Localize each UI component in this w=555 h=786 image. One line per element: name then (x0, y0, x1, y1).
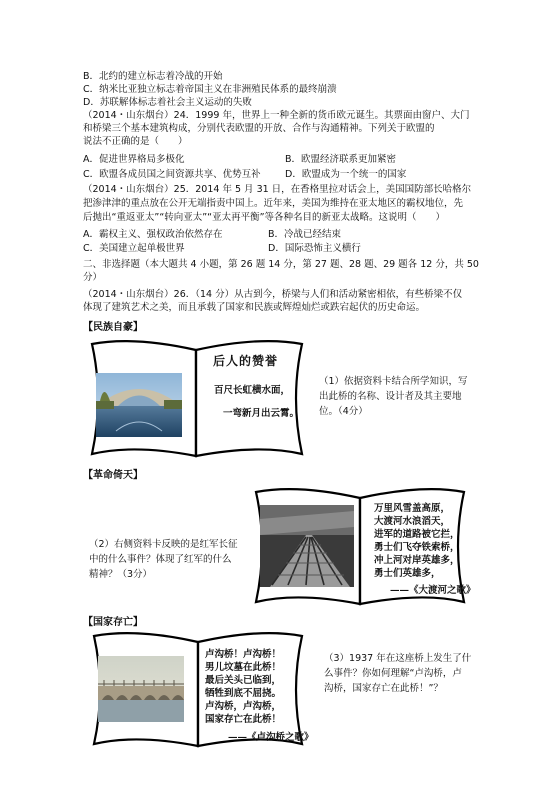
card3-poem-line-3: 最后关头已临到， (205, 675, 282, 686)
card2-poem-line-3: 进军的道路被它拦， (374, 529, 460, 540)
card3-poem-line-6: 国家存亡在此桥！ (205, 714, 282, 725)
q1-prompt-line-1: （1）依据资料卡结合所学知识，写 (319, 376, 468, 387)
section1-title: 【民族自豪】 (83, 322, 143, 333)
bridge-photo-lugou (98, 656, 184, 722)
q24-option-b: B．欧盟经济联系更加紧密 (285, 154, 397, 165)
q2-prompt-line-2: 中的什么事件？体现了红军的什么 (89, 554, 232, 565)
q2-prompt-line-3: 精神？（3分） (89, 569, 153, 580)
q24-stem-line-2: 和桥梁三个基本建筑构成，分别代表欧盟的开放、合作与沟通精神。下列关于欧盟的 (83, 123, 435, 134)
card1-title: 后人的赞誉 (213, 354, 279, 368)
q25-option-b: B．冷战已经结束 (268, 229, 342, 240)
q24-option-c: C．欧盟各成员国之间资源共享、优势互补 (83, 169, 261, 180)
q25-option-a: A．霸权主义、强权政治依然存在 (83, 229, 223, 240)
q25-stem-line-2: 把渗津津的重点放在公开无端指责中国上。近年来，美国为维持在亚太地区的霸权地位，先 (83, 198, 464, 209)
part2-heading-line-1: 二、非选择题（本大题共 4 小题，第 26 题 14 分，第 27 题、28 题、29 题各 12 分，共 50 (83, 259, 479, 270)
section3-title: 【国家存亡】 (83, 617, 143, 628)
q24-stem-line-1: （2014・山东烟台）24．1999 年，世界上一种全新的货币欧元诞生。其票面由窗户、大门 (83, 110, 470, 121)
part2-heading-line-2: 分） (83, 272, 103, 283)
q24-option-d: D．欧盟成为一个统一的国家 (285, 169, 407, 180)
card2-attribution: ——《大渡河之歌》 (390, 585, 476, 596)
q26-stem-line-2: 体现了建筑艺术之美，而且承载了国家和民族或辉煌灿烂或跌宕起伏的历史命运。 (83, 302, 426, 313)
q1-prompt-line-2: 出此桥的名称、设计者及其主要地 (319, 391, 462, 402)
q3-prompt-line-3: 沟桥，国家存亡在此桥！”？ (324, 683, 443, 694)
q24-stem-line-3: 说法不正确的是（ ） (83, 136, 188, 147)
q25-option-d: D．国际恐怖主义横行 (268, 243, 361, 254)
card1-poem-line-1: 百尺长虹横水面， (214, 385, 291, 396)
card3-poem-line-4: 牺牲到底不屈挠。 (205, 688, 282, 699)
card1-poem-line-2: 一弯新月出云霄。 (223, 408, 300, 419)
bridge-photo-zhaozhou (96, 373, 182, 437)
option-b-line: B．北约的建立标志着冷战的开始 (83, 71, 223, 82)
q3-prompt-line-1: （3）1937 年在这座桥上发生了什 (324, 653, 472, 664)
q25-option-c: C．美国建立起单极世界 (83, 243, 185, 254)
card3-poem-line-2: 男儿坟墓在此桥！ (205, 662, 282, 673)
q2-prompt-line-1: （2）右侧资料卡反映的是红军长征 (89, 539, 238, 550)
q25-stem-line-1: （2014・山东烟台）25．2014 年 5 月 31 日，在香格里拉对话会上，美国国防部长哈格尔 (83, 184, 472, 195)
card2-poem-line-5: 冲上河对岸英雄多， (374, 555, 460, 566)
option-c-line: C．纳米比亚独立标志着帝国主义在非洲殖民体系的最终崩溃 (83, 84, 337, 95)
card2-poem-line-4: 勇士们飞夺铁索桥， (374, 542, 460, 553)
q3-prompt-line-2: 么事件？你如何理解“卢沟桥，卢 (324, 668, 462, 679)
q24-option-a: A．促进世界格局多极化 (83, 154, 185, 165)
card3-attribution: ——《卢沟桥之歌》 (228, 732, 314, 743)
card2-poem-line-2: 大渡河水浪滔天， (374, 516, 451, 527)
card3-poem-line-1: 卢沟桥！卢沟桥！ (205, 649, 282, 660)
q26-stem-line-1: （2014・山东烟台）26．（14 分）从古到今，桥梁与人们和活动紧密相依，有些桥梁不仅 (83, 289, 463, 300)
q1-prompt-line-3: 位。（4分） (319, 406, 368, 417)
section2-title: 【革命倚天】 (83, 470, 143, 481)
bridge-photo-luding (260, 505, 354, 587)
q25-stem-line-3: 后抛出“重返亚太”“转向亚太”“亚太再平衡”等各种名目的新亚太战略。这说明（ ） (83, 212, 446, 223)
option-d-line: D．苏联解体标志着社会主义运动的失败 (83, 97, 252, 108)
card2-poem-line-1: 万里风雪盖高原， (374, 503, 451, 514)
card2-poem-line-6: 勇士们英雄多， (374, 568, 441, 579)
card3-poem-line-5: 卢沟桥，卢沟桥， (205, 701, 282, 712)
